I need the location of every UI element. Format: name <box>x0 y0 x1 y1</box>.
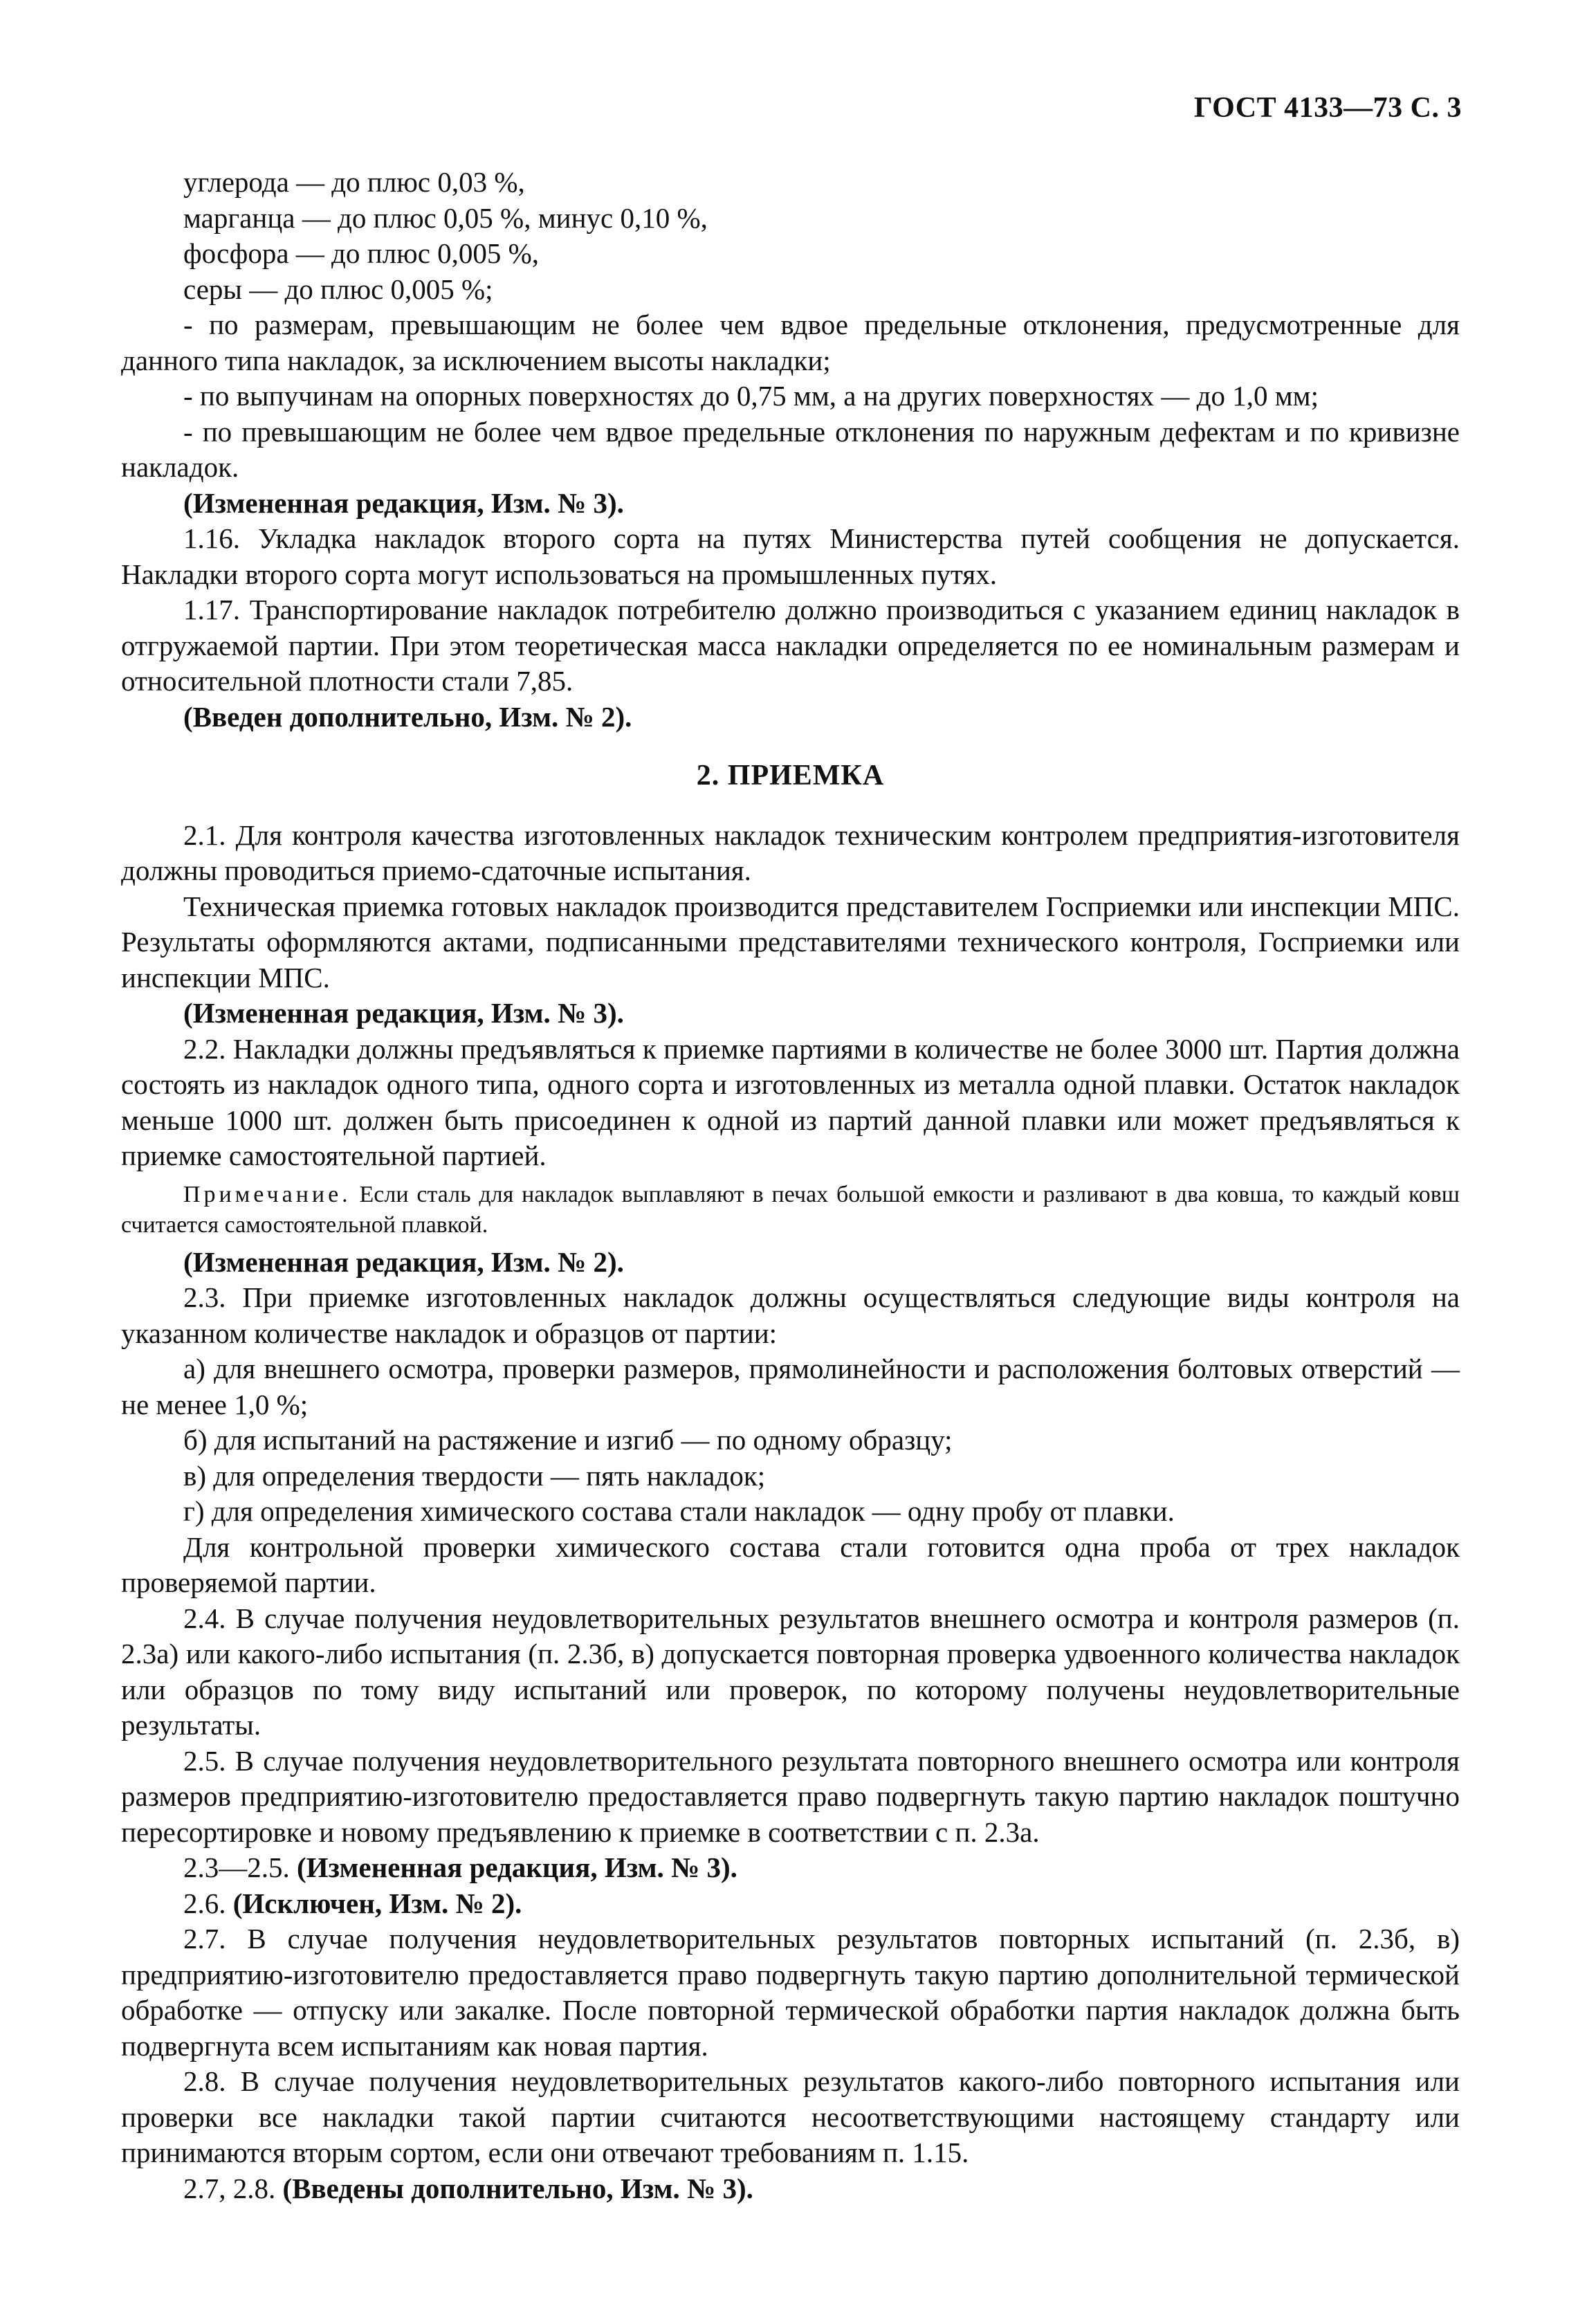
revision-note: (Измененная редакция, Изм. № 3). <box>183 486 624 519</box>
paragraph-2-1: 2.1. Для контроля качества изготовленных накладок техническим контролем предприятия-изготовителя должны проводиться приемо-сдаточные испытания. <box>121 818 1460 886</box>
paragraph: фосфора — до плюс 0,005 %, <box>183 237 540 269</box>
revision-note: (Измененная редакция, Изм. № 3). <box>297 1851 737 1883</box>
paragraph: углерода — до плюс 0,03 %, <box>183 166 525 198</box>
paragraph-2-4: 2.4. В случае получения неудовлетворительных результатов внешнего осмотра и контроля размеров (п. 2.3а) или какого-либо испытания (п. 2.3б, в) допускается повторная проверка удвоенного количества накладок или образцов по тому виду испытаний или проверок, по которому получены неудовлетворительные результаты. <box>121 1602 1460 1741</box>
paragraph: марганца — до плюс 0,05 %, минус 0,10 %, <box>183 201 708 234</box>
section-title: 2. ПРИЕМКА <box>696 760 885 792</box>
paragraph-2-5: 2.5. В случае получения неудовлетворительного результата повторного внешнего осмотра или контроля размеров предприятию-изготовителю предоставляется право подвергнуть такую партию накладок поштучно пересортировке и новому предъявлению к приемке в соответствии с п. 2.3а. <box>121 1744 1460 1848</box>
clause-number: 2.6. <box>183 1887 233 1919</box>
paragraph-2-7-2-8 <box>121 2171 1460 2207</box>
revision-note: (Введены дополнительно, Изм. № 3). <box>282 2172 753 2204</box>
paragraph-2-6 <box>121 1886 1460 1922</box>
list-item: а) для внешнего осмотра, проверки размеров, прямолинейности и расположения болтовых отверстий — не менее 1,0 %; <box>121 1353 1460 1420</box>
paragraph-2-7: 2.7. В случае получения неудовлетворительных результатов повторных испытаний (п. 2.3б, в) предприятию-изготовителю предоставляется право подвергнуть такую партию дополнительной термической обработке — отпуску или закалке. После повторной термической обработки партия накладок должна быть подвергнута всем испытаниям как новая партия. <box>121 1923 1460 2062</box>
note-label: Примечание. <box>183 1181 351 1207</box>
paragraph-1-17: 1.17. Транспортирование накладок потребителю должно производиться с указанием единиц накладок в отгружаемой партии. При этом теоретическая масса накладки определяется по ее номинальным размерам и относительной плотности стали 7,85. <box>121 594 1460 697</box>
revision-note: (Измененная редакция, Изм. № 2). <box>183 1245 624 1278</box>
list-item: в) для определения твердости — пять накладок; <box>183 1459 766 1492</box>
note <box>121 1180 1460 1241</box>
list-item: г) для определения химического состава стали накладок — одну пробу от плавки. <box>183 1495 1175 1527</box>
paragraph: - по размерам, превышающим не более чем вдвое предельные отклонения, предусмотренные для данного типа накладок, за исключением высоты накладки; <box>121 309 1460 376</box>
page-header: ГОСТ 4133—73 С. 3 <box>1193 92 1462 124</box>
clause-number: 2.7, 2.8. <box>183 2172 283 2204</box>
paragraph: - по выпучинам на опорных поверхностях до 0,75 мм, а на других поверхностях — до 1,0 мм; <box>183 380 1319 412</box>
revision-note: (Исключен, Изм. № 2). <box>232 1887 522 1919</box>
paragraph-2-8: 2.8. В случае получения неудовлетворительных результатов какого-либо повторного испытания или проверки все накладки такой партии считаются несоответствующими настоящему стандарту или принимаются вторым сортом, если они отвечают требованиям п. 1.15. <box>121 2065 1460 2168</box>
paragraph-2-3-2-5 <box>121 1850 1460 1886</box>
paragraph: - по превышающим не более чем вдвое предельные отклонения по наружным дефектам и по кривизне накладок. <box>121 415 1460 483</box>
paragraph-2-3b: Для контрольной проверки химического состава стали готовится одна проба от трех накладок проверяемой партии. <box>121 1530 1460 1598</box>
paragraph-1-16: 1.16. Укладка накладок второго сорта на путях Министерства путей сообщения не допускается. Накладки второго сорта могут использоваться на промышленных путях. <box>121 522 1460 590</box>
revision-note: (Измененная редакция, Изм. № 3). <box>183 997 624 1029</box>
revision-note: (Введен дополнительно, Изм. № 2). <box>183 700 632 733</box>
clause-number: 2.3—2.5. <box>183 1851 297 1883</box>
paragraph: серы — до плюс 0,005 %; <box>183 273 493 305</box>
paragraph-2-1b: Техническая приемка готовых накладок производится представителем Госприемки или инспекции МПС. Результаты оформляются актами, подписанными представителями технического контроля, Госприемки или инспекции МПС. <box>121 890 1460 994</box>
paragraph-2-2: 2.2. Накладки должны предъявляться к приемке партиями в количестве не более 3000 шт. Партия должна состоять из накладок одного типа, одного сорта и изготовленных из металла одной плавки. Остаток накладок меньше 1000 шт. должен быть присоединен к одной из партий данной плавки или может предъявляться к приемке самостоятельной партией. <box>121 1032 1460 1171</box>
document-body <box>121 165 1460 2206</box>
note-text: Если сталь для накладок выплавляют в печах большой емкости и разливают в два ковша, то каждый ковш считается самостоятельной плавкой. <box>121 1181 1460 1238</box>
paragraph-2-3: 2.3. При приемке изготовленных накладок должны осуществляться следующие виды контроля на указанном количестве накладок и образцов от партии: <box>121 1281 1460 1349</box>
list-item: б) для испытаний на растяжение и изгиб — по одному образцу; <box>183 1424 953 1456</box>
